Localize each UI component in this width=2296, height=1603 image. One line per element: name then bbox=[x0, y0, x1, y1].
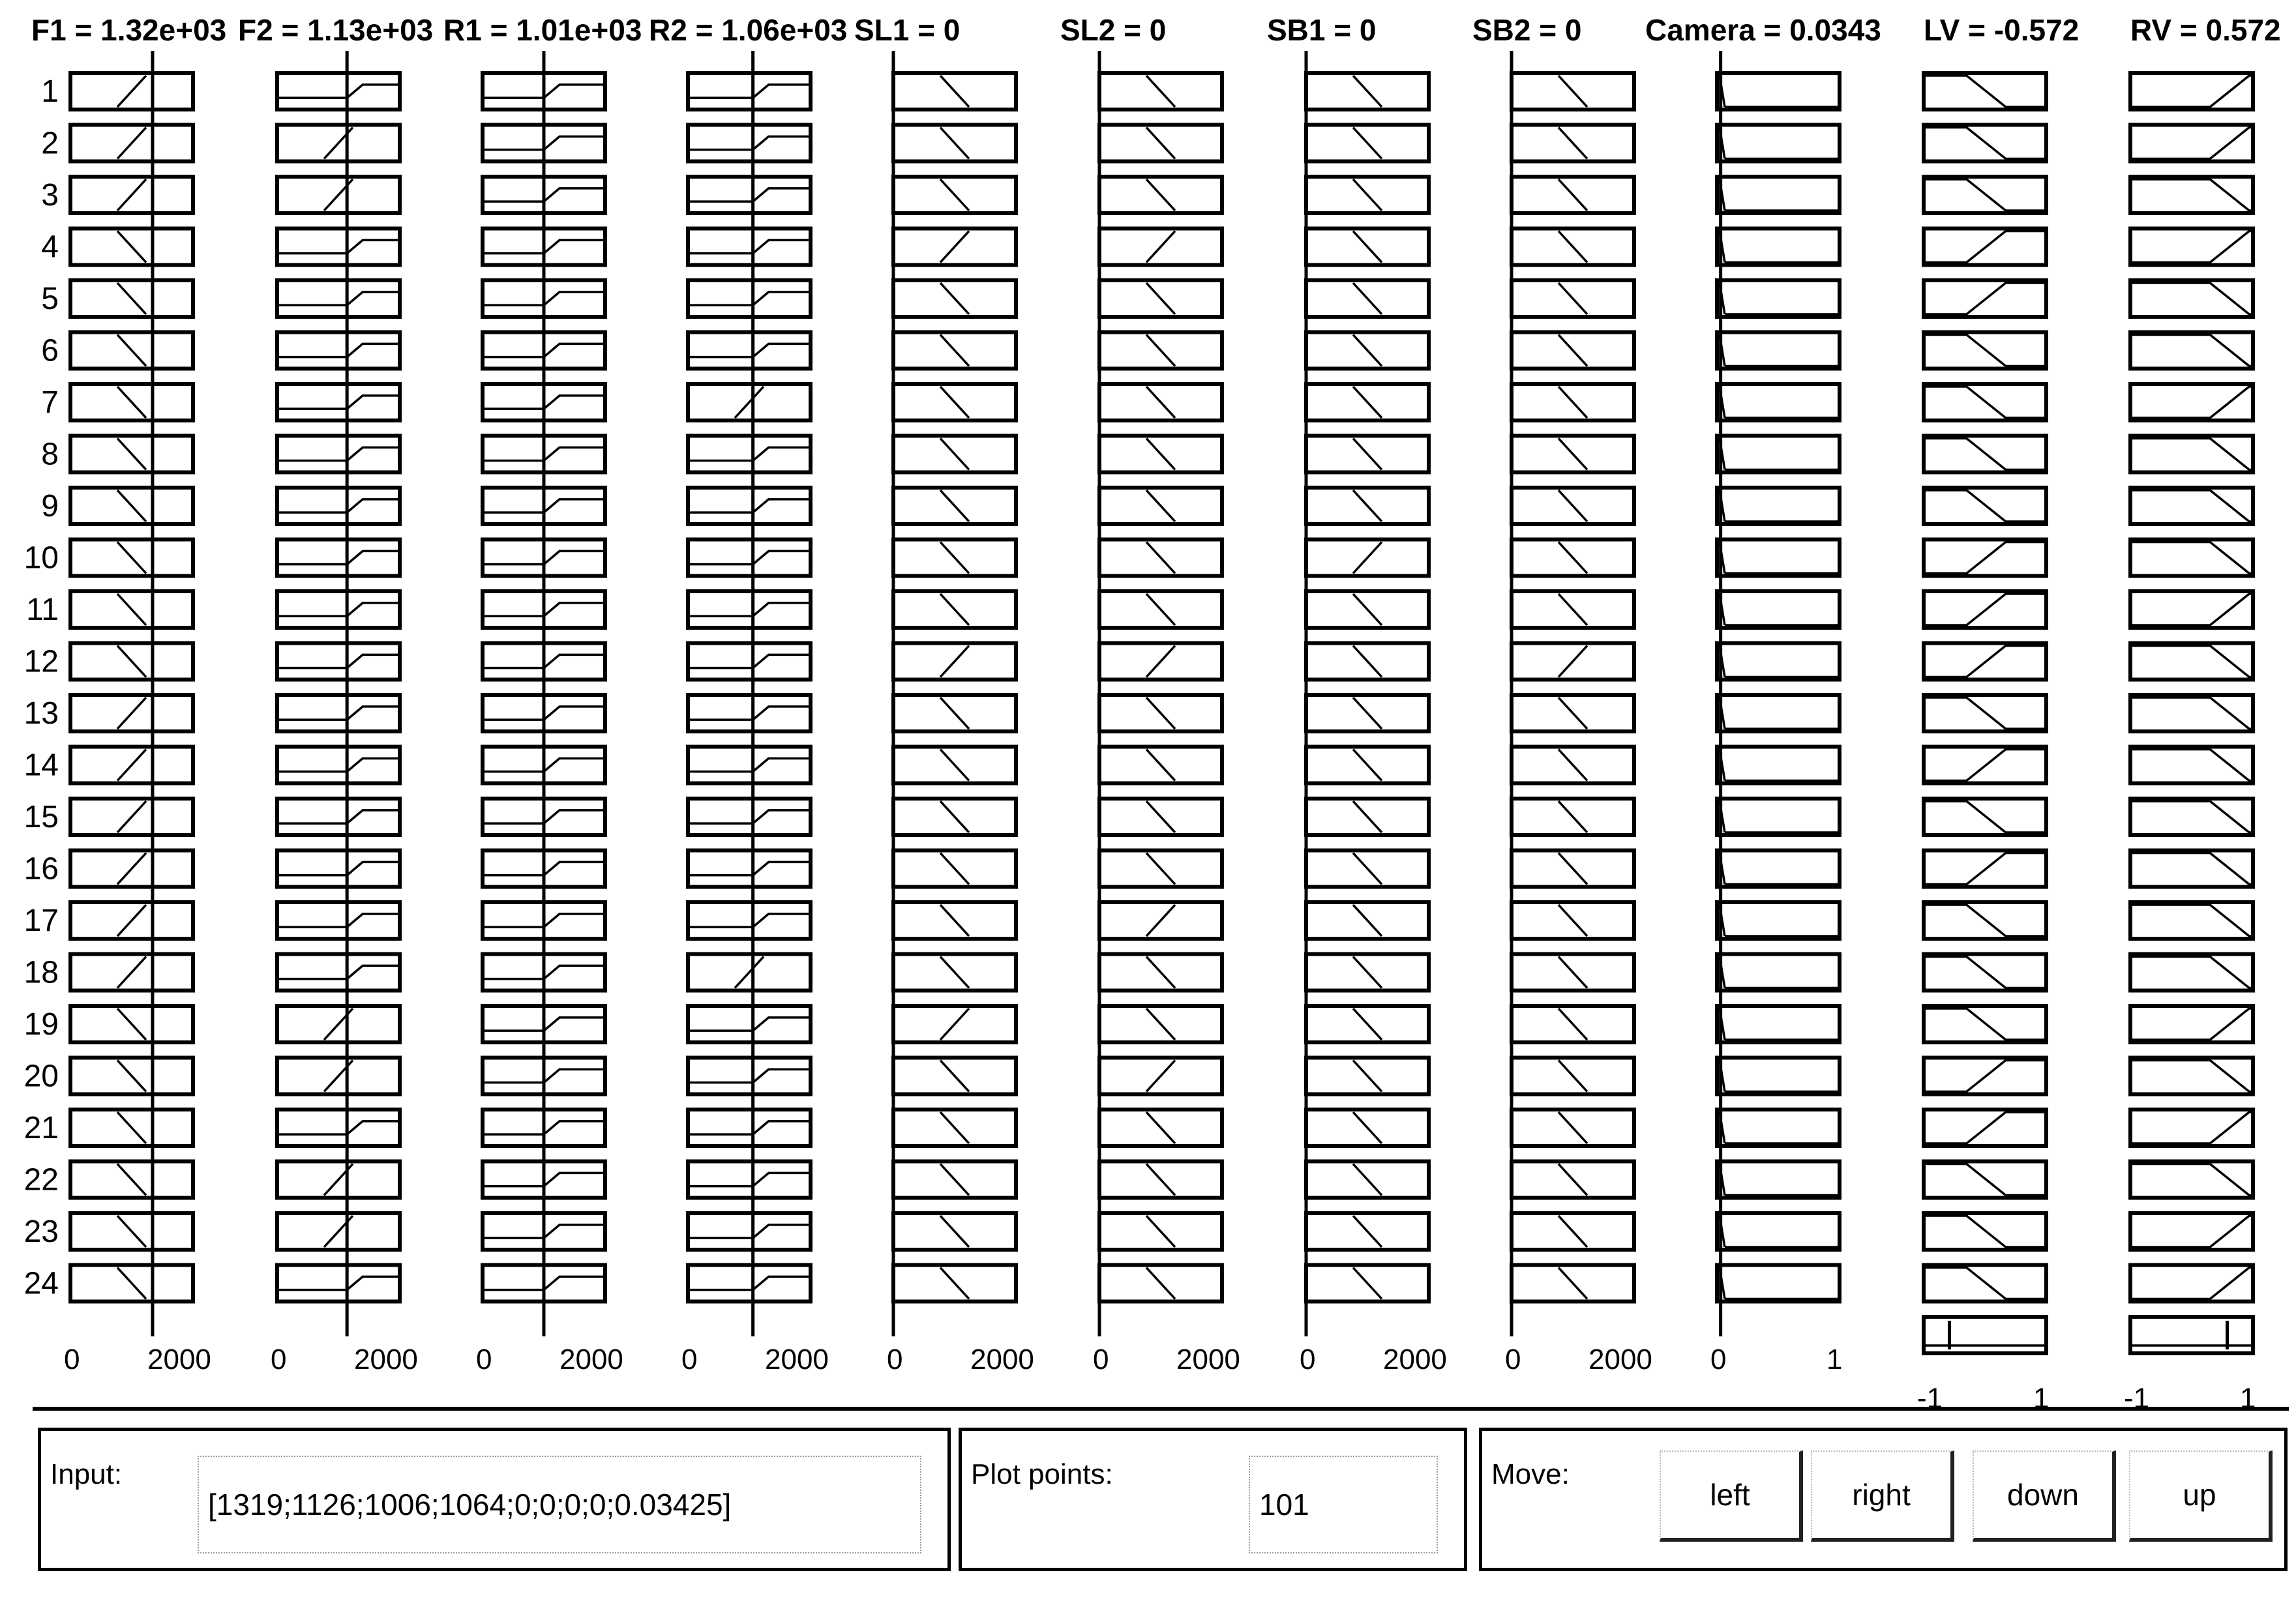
column-title-f2: F2 = 1.13e+03 bbox=[238, 13, 434, 47]
cell-box bbox=[277, 1265, 400, 1302]
axis-tick-min: 0 bbox=[1710, 1344, 1727, 1375]
axis-tick-min: 0 bbox=[271, 1344, 287, 1375]
column-title-rv: RV = 0.572 bbox=[2130, 13, 2281, 47]
cell-box bbox=[277, 280, 400, 317]
row-label: 6 bbox=[41, 333, 59, 368]
cell-box bbox=[1717, 747, 1840, 784]
column-sb1 bbox=[1267, 13, 1447, 1375]
cell-box bbox=[1717, 125, 1840, 162]
column-f1 bbox=[31, 13, 226, 1375]
column-sl1 bbox=[854, 13, 1034, 1375]
cell-box bbox=[688, 695, 811, 731]
axis-tick-min: -1 bbox=[2124, 1382, 2150, 1415]
cell-box bbox=[2130, 384, 2253, 420]
cell-box bbox=[277, 436, 400, 473]
cell-box bbox=[2130, 1058, 2253, 1095]
cell-box bbox=[1717, 1213, 1840, 1250]
row-label: 1 bbox=[41, 74, 59, 109]
axis-tick-min: 0 bbox=[681, 1344, 698, 1375]
column-sl2 bbox=[1060, 13, 1240, 1375]
cell-box bbox=[2130, 954, 2253, 991]
cell-box bbox=[2130, 643, 2253, 680]
axis-tick-min: 0 bbox=[1300, 1344, 1316, 1375]
axis-tick-max: 2000 bbox=[1383, 1344, 1447, 1375]
column-title-sl1: SL1 = 0 bbox=[854, 13, 961, 47]
row-label: 18 bbox=[23, 955, 59, 990]
input-label: Input: bbox=[50, 1458, 123, 1490]
cell-box bbox=[688, 488, 811, 524]
axis-tick-max: 1 bbox=[2240, 1382, 2256, 1415]
cell-box bbox=[2130, 851, 2253, 887]
cell-box bbox=[2130, 1213, 2253, 1250]
cell-box bbox=[1717, 1265, 1840, 1302]
cell-box bbox=[2130, 73, 2253, 110]
cell-box bbox=[688, 591, 811, 628]
column-title-sb2: SB2 = 0 bbox=[1472, 13, 1582, 47]
column-lv bbox=[1917, 13, 2079, 1415]
axis-tick-max: 2000 bbox=[1588, 1344, 1652, 1375]
column-title-f1: F1 = 1.32e+03 bbox=[31, 13, 227, 47]
column-title-r2: R2 = 1.06e+03 bbox=[649, 13, 848, 47]
cell-box bbox=[1717, 1006, 1840, 1042]
column-rv bbox=[2124, 13, 2281, 1415]
move-right-button[interactable]: right bbox=[1811, 1450, 1954, 1542]
input-field[interactable] bbox=[198, 1456, 921, 1553]
cell-box bbox=[688, 1110, 811, 1146]
cell-box bbox=[688, 229, 811, 265]
cell-box bbox=[2130, 591, 2253, 628]
cell-box bbox=[1717, 799, 1840, 835]
column-title-sb1: SB1 = 0 bbox=[1267, 13, 1377, 47]
row-label: 2 bbox=[41, 126, 59, 161]
row-label: 11 bbox=[26, 593, 59, 627]
divider-line bbox=[33, 1407, 2289, 1411]
cell-box bbox=[277, 954, 400, 991]
plot-points-field[interactable] bbox=[1249, 1456, 1438, 1553]
column-sb2 bbox=[1472, 13, 1652, 1375]
row-label: 20 bbox=[23, 1059, 59, 1094]
cell-box bbox=[2130, 1110, 2253, 1146]
axis-tick-min: 0 bbox=[1505, 1344, 1521, 1375]
cell-box bbox=[277, 643, 400, 680]
axis-tick-max: 2000 bbox=[765, 1344, 829, 1375]
row-label: 16 bbox=[23, 851, 59, 887]
cell-box bbox=[2130, 177, 2253, 213]
cell-box bbox=[688, 1058, 811, 1095]
cell-box bbox=[277, 73, 400, 110]
cell-box bbox=[277, 695, 400, 731]
column-r2 bbox=[649, 13, 847, 1375]
cell-box bbox=[1717, 229, 1840, 265]
row-label: 19 bbox=[23, 1007, 59, 1042]
cell-box bbox=[688, 436, 811, 473]
cell-box bbox=[2130, 280, 2253, 317]
cell-box bbox=[1717, 643, 1840, 680]
axis-tick-max: 1 bbox=[2033, 1382, 2050, 1415]
cell-box bbox=[1717, 177, 1840, 213]
cell-box bbox=[688, 332, 811, 369]
cell-box bbox=[2130, 488, 2253, 524]
row-label: 8 bbox=[41, 437, 59, 472]
column-title-r1: R1 = 1.01e+03 bbox=[443, 13, 642, 47]
cell-box bbox=[2130, 695, 2253, 731]
cell-box bbox=[688, 280, 811, 317]
plot-points-value: 101 bbox=[1259, 1488, 1309, 1522]
cell-box bbox=[277, 902, 400, 939]
input-panel bbox=[38, 1428, 951, 1571]
cell-box bbox=[1717, 540, 1840, 576]
axis-tick-min: 0 bbox=[887, 1344, 903, 1375]
cell-box bbox=[2130, 902, 2253, 939]
cell-box bbox=[2130, 332, 2253, 369]
cell-box bbox=[688, 902, 811, 939]
cell-box bbox=[688, 799, 811, 835]
cell-box bbox=[1717, 280, 1840, 317]
axis-tick-min: 0 bbox=[64, 1344, 80, 1375]
cell-box bbox=[1717, 488, 1840, 524]
row-label: 15 bbox=[23, 800, 59, 834]
cell-box bbox=[1717, 436, 1840, 473]
cell-box bbox=[2130, 436, 2253, 473]
cell-box bbox=[2130, 229, 2253, 265]
move-panel bbox=[1479, 1428, 2288, 1571]
axis-tick-min: 0 bbox=[476, 1344, 492, 1375]
cell-box bbox=[688, 1265, 811, 1302]
move-up-button[interactable]: up bbox=[2129, 1450, 2273, 1542]
cell-box bbox=[688, 1213, 811, 1250]
column-title-lv: LV = -0.572 bbox=[1924, 13, 2080, 47]
axis-tick-max: 1 bbox=[1826, 1344, 1843, 1375]
cell-box bbox=[1717, 591, 1840, 628]
axis-tick-max: 2000 bbox=[1176, 1344, 1240, 1375]
axis-tick-max: 2000 bbox=[559, 1344, 623, 1375]
cell-box bbox=[2130, 125, 2253, 162]
cell-box bbox=[1717, 695, 1840, 731]
cell-box bbox=[1717, 902, 1840, 939]
axis-tick-max: 2000 bbox=[970, 1344, 1034, 1375]
axis-tick-min: -1 bbox=[1917, 1382, 1943, 1415]
row-label: 17 bbox=[23, 904, 59, 938]
row-label: 13 bbox=[23, 696, 59, 731]
cell-box bbox=[277, 540, 400, 576]
cell-box-summary bbox=[2130, 1317, 2253, 1353]
axis-tick-max: 2000 bbox=[354, 1344, 418, 1375]
cell-box bbox=[2130, 540, 2253, 576]
cell-box bbox=[1717, 1162, 1840, 1198]
row-label: 10 bbox=[23, 540, 59, 576]
cell-box bbox=[1717, 73, 1840, 110]
cell-box bbox=[277, 747, 400, 784]
row-label: 7 bbox=[41, 385, 59, 420]
cell-box bbox=[2130, 1162, 2253, 1198]
cell-box bbox=[277, 591, 400, 628]
cell-box bbox=[1717, 384, 1840, 420]
input-value: [1319;1126;1006;1064;0;0;0;0;0.03425] bbox=[208, 1488, 732, 1522]
cell-box bbox=[688, 125, 811, 162]
cell-box bbox=[277, 799, 400, 835]
row-label: 21 bbox=[23, 1111, 59, 1145]
cell-box bbox=[277, 229, 400, 265]
plot-points-label: Plot points: bbox=[971, 1458, 1113, 1490]
axis-tick-min: 0 bbox=[1093, 1344, 1109, 1375]
cell-box bbox=[1717, 954, 1840, 991]
cell-box bbox=[277, 851, 400, 887]
cell-box bbox=[688, 1006, 811, 1042]
row-label: 9 bbox=[41, 489, 59, 523]
row-label: 24 bbox=[23, 1266, 59, 1301]
cell-box bbox=[1717, 1058, 1840, 1095]
cell-box bbox=[1717, 851, 1840, 887]
column-r1 bbox=[443, 13, 642, 1375]
column-camera bbox=[1645, 13, 1881, 1375]
cell-box bbox=[277, 332, 400, 369]
cell-box bbox=[1717, 1110, 1840, 1146]
cell-box bbox=[277, 488, 400, 524]
cell-box bbox=[2130, 1265, 2253, 1302]
move-down-button[interactable]: down bbox=[1973, 1450, 2116, 1542]
cell-box bbox=[277, 1110, 400, 1146]
column-f2 bbox=[238, 13, 433, 1375]
cell-box bbox=[277, 384, 400, 420]
cell-box bbox=[2130, 747, 2253, 784]
column-title-sl2: SL2 = 0 bbox=[1060, 13, 1167, 47]
cell-box bbox=[688, 747, 811, 784]
move-left-button[interactable]: left bbox=[1660, 1450, 1803, 1542]
cell-box bbox=[688, 851, 811, 887]
row-label: 12 bbox=[23, 644, 59, 679]
move-label: Move: bbox=[1491, 1458, 1570, 1490]
cell-box bbox=[1717, 332, 1840, 369]
plot-points-panel bbox=[959, 1428, 1467, 1571]
row-label: 3 bbox=[41, 178, 59, 213]
row-label: 5 bbox=[41, 282, 59, 316]
cell-box bbox=[688, 540, 811, 576]
column-title-camera: Camera = 0.0343 bbox=[1645, 13, 1881, 47]
cell-box bbox=[688, 1162, 811, 1198]
cell-box bbox=[2130, 1006, 2253, 1042]
row-label: 4 bbox=[41, 229, 59, 265]
row-label: 23 bbox=[23, 1214, 59, 1249]
axis-tick-max: 2000 bbox=[147, 1344, 211, 1375]
cell-box bbox=[688, 643, 811, 680]
cell-box bbox=[688, 73, 811, 110]
row-label: 22 bbox=[23, 1162, 59, 1198]
cell-box-summary bbox=[1924, 1317, 2046, 1353]
cell-box bbox=[2130, 799, 2253, 835]
row-label: 14 bbox=[23, 748, 59, 783]
cell-box bbox=[688, 177, 811, 213]
